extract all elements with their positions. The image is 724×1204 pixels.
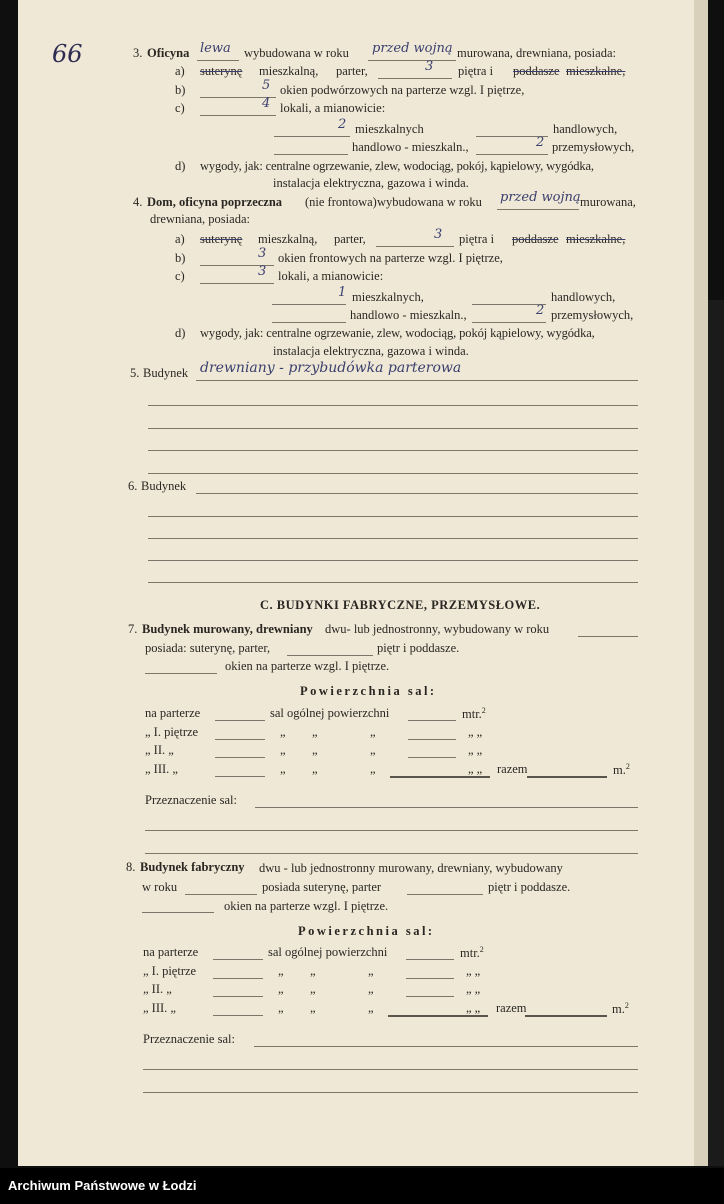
item5-title: Budynek [143,366,189,380]
item4-c-handlowych: handlowych, [551,290,616,304]
item7-label: 7. [128,622,138,636]
item3-c-text: lokali, a mianowicie: [280,101,386,115]
item3-c-mieszk-line [274,136,350,137]
item7-row2-line2 [408,757,456,758]
item7-row3-ditto1: „ [280,762,286,776]
item8-line2b: posiada suterynę, parter [262,880,382,894]
item7-row2-ditto1: „ [280,743,286,757]
item3-title: Oficyna [147,46,190,60]
document-page [18,0,694,1166]
item4-c-handwritten: 3 [258,264,267,279]
item3-a-line [378,78,452,79]
item8-okien-line [142,912,214,913]
item8-row2-ditto3: „ [368,982,374,996]
item4-label: 4. [133,195,143,209]
item4-b-handwritten: 3 [258,246,267,261]
item7-purpose: Przeznaczenie sal: [145,793,237,807]
item8-row2-ditto4: „ „ [466,982,481,996]
page-number: 66 [52,40,83,68]
item4-c-handlowo: handlowo - mieszkaln., [350,308,467,322]
item3-d-label: d) [175,159,186,173]
item8-line1: dwu - lub jednostronny murowany, drewniany, wybudowany [259,861,563,875]
item3-b-handwritten: 5 [262,78,271,93]
item6-line-1 [196,493,638,494]
item7-row2-line1 [215,757,265,758]
archive-footer [0,1168,724,1204]
item7-row3-ditto3: „ [370,762,376,776]
item4-b-text: okien frontowych na parterze wzgl. I piętrze, [278,251,503,265]
item7-title: Budynek murowany, drewniany [142,622,313,636]
item7-razem-line [527,776,607,778]
item8-row1-ditto3: „ [368,964,374,978]
item8-row2-label: „ II. „ [143,982,172,996]
item7-row0-line2 [408,720,456,721]
item8-line2: w roku [142,880,178,894]
item6-line-5 [148,582,638,583]
item7-row3-label: „ III. „ [145,762,178,776]
item5-line-2 [148,405,638,406]
item8-row0-line1 [213,959,263,960]
item6-line-2 [148,516,638,517]
item8-line2c: piętr i poddasze. [488,880,571,894]
item5-line-5 [148,473,638,474]
item7-row1-line1 [215,739,265,740]
item7-line1: dwu- lub jednostronny, wybudowany w roku [325,622,550,636]
item3-materials: murowana, drewniana, posiada: [457,46,616,60]
item3-d-text2: instalacja elektryczna, gazowa i winda. [273,176,469,190]
archive-label: Archiwum Państwowe w Łodzi [8,1178,197,1193]
item8-row1-ditto2: „ [310,964,316,978]
item3-c-handlowo-line [274,154,348,155]
item8-row1-ditto4: „ „ [466,964,481,978]
item3-built-text: wybudowana w roku [244,46,349,60]
item3-a-mieszkalne: mieszkalne, [566,64,626,78]
item4-year-line [497,209,579,210]
item8-row2-line2 [406,996,454,997]
item4-c-label: c) [175,269,185,283]
item8-razem-unit: m.$^2$ [612,1001,629,1017]
item5-line-4 [148,450,638,451]
item3-b-label: b) [175,83,186,97]
item4-c-mieszk-line [272,304,346,305]
item4-paren: (nie frontowa) [305,195,377,209]
item6-line-4 [148,560,638,561]
item7-razem: razem [497,762,528,776]
item4-a-label: a) [175,232,185,246]
item3-c-handlowych: handlowych, [553,122,618,136]
item5-line-1 [196,380,638,381]
item8-row0-unit: mtr.$^2$ [460,945,484,961]
section-c-title: C. BUDYNKI FABRYCZNE, PRZEMYSŁOWE. [260,598,541,612]
item3-c-line [200,115,276,116]
item8-label: 8. [126,860,136,874]
item3-side-handwritten: lewa [200,41,231,56]
item3-year-line [368,60,456,61]
item7-row0-label: na parterze [145,706,201,720]
item4-year-handwritten: przed wojną [500,190,581,205]
item4-c-przem-line [472,322,546,323]
item3-label: 3. [133,46,143,60]
item4-c-przem-handwritten: 2 [536,303,545,318]
item3-c-przem-handwritten: 2 [536,135,545,150]
item7-row3-line1 [215,776,265,777]
item7-row1-label: „ I. piętrze [145,725,199,739]
item7-row1-line2 [408,739,456,740]
item4-c-przemyslowych: przemysłowych, [551,308,634,322]
item7-purpose-line-2 [145,830,638,831]
item8-row0-label: na parterze [143,945,199,959]
item4-a-mieszkalne: mieszkalne, [566,232,626,246]
item8-year-line [185,894,257,895]
item3-c-przemyslowych: przemysłowych, [552,140,635,154]
item8-row3-ditto3: „ [368,1001,374,1015]
item7-row2-ditto2: „ [312,743,318,757]
item7-year-line [578,636,638,637]
item8-razem-line [525,1015,607,1017]
item3-c-label: c) [175,101,185,115]
item3-a-parter: parter, [336,64,368,78]
item5-line-3 [148,428,638,429]
item8-row1-line1 [213,978,263,979]
item7-row0-line1 [215,720,265,721]
item8-line3: okien na parterze wzgl. I piętrze. [224,899,389,913]
item3-a-pietra: piętra i [458,64,494,78]
item3-d-text1: wygody, jak: centralne ogrzewanie, zlew, wodociąg, pokój, kąpielowy, wygódka, [200,159,594,173]
item8-row2-line1 [213,996,263,997]
item4-a-pietra: piętra i [459,232,495,246]
item8-row0-mid: sal ogólnej powierzchni [268,945,388,959]
item3-a-label: a) [175,64,185,78]
item4-a-mieszkalna: mieszkalną, [258,232,318,246]
item3-c-handlowo: handlowo - mieszkaln., [352,140,469,154]
item4-c-line [200,283,274,284]
item4-d-text2: instalacja elektryczna, gazowa i winda. [273,344,469,358]
item7-okien-line [145,673,217,674]
item7-row3-ditto2: „ [312,762,318,776]
item3-c-mieszkalnych: mieszkalnych [355,122,424,136]
item8-row3-ditto4: „ „ [466,1001,481,1015]
item7-row1-ditto3: „ [370,725,376,739]
item8-row3-label: „ III. „ [143,1001,176,1015]
item7-row1-ditto4: „ „ [468,725,483,739]
item8-row1-label: „ I. piętrze [143,964,197,978]
item8-purpose-line-1 [254,1046,638,1047]
item7-line2b: piętr i poddasze. [377,641,460,655]
item6-title: Budynek [141,479,187,493]
item4-line2: drewniana, posiada: [150,212,250,226]
item7-row3-ditto4: „ „ [468,762,483,776]
item7-row0-mid: sal ogólnej powierzchni [270,706,390,720]
item3-b-text: okien podwórzowych na parterze wzgl. I piętrze, [280,83,525,97]
item8-row1-ditto1: „ [278,964,284,978]
item7-line2: posiada: suterynę, parter, [145,641,271,655]
item3-a-suteryne: suterynę [200,64,243,78]
item4-a-poddasze: poddasze [512,232,559,246]
item8-row3-line1 [213,1015,263,1016]
item8-row1-line2 [406,978,454,979]
item4-a-handwritten: 3 [434,227,443,242]
item8-row2-ditto1: „ [278,982,284,996]
item8-row3-ditto1: „ [278,1001,284,1015]
item4-c-mieszk-handwritten: 1 [338,285,347,300]
item7-razem-unit: m.$^2$ [613,762,630,778]
item7-line3: okien na parterze wzgl. I piętrze. [225,659,390,673]
item7-parter-line [287,655,373,656]
item8-purpose-line-2 [143,1069,638,1070]
item4-c-handlowo-line [272,322,346,323]
item8-title: Budynek fabryczny [140,860,245,874]
item7-row2-ditto3: „ [370,743,376,757]
item7-row2-ditto4: „ „ [468,743,483,757]
item8-purpose-line-3 [143,1092,638,1093]
item4-c-mieszkalnych: mieszkalnych, [352,290,424,304]
scan-border [708,300,724,1166]
item4-b-label: b) [175,251,186,265]
item6-line-3 [148,538,638,539]
item4-title: Dom, oficyna poprzeczna [147,195,283,209]
item4-d-text1: wygody, jak: centralne ogrzewanie, zlew, wodociąg, pokój kąpielowy, wygódka, [200,326,595,340]
item4-c-text: lokali, a mianowicie: [278,269,384,283]
item3-c-mieszk-handwritten: 2 [338,117,347,132]
item7-row2-label: „ II. „ [145,743,174,757]
item3-c-handwritten: 4 [262,96,271,111]
item4-c-handl-line [472,304,546,305]
item8-row3-ditto2: „ [310,1001,316,1015]
item6-label: 6. [128,479,138,493]
item4-built-text: wybudowana w roku [377,195,482,209]
item8-row0-line2 [406,959,454,960]
item4-d-label: d) [175,326,186,340]
page-edge [694,0,708,1166]
item3-year-handwritten: przed wojną [372,41,453,56]
item4-a-line [376,246,454,247]
item7-surface-title: Powierzchnia sal: [300,684,437,698]
item7-row1-ditto1: „ [280,725,286,739]
item3-side-line [197,60,239,61]
item8-razem: razem [496,1001,527,1015]
item7-purpose-line-1 [255,807,638,808]
item8-surface-title: Powierzchnia sal: [298,924,435,938]
item8-row2-ditto2: „ [310,982,316,996]
item3-a-handwritten: 3 [425,59,434,74]
item7-purpose-line-3 [145,853,638,854]
item4-a-suteryne: suterynę [200,232,243,246]
item4-a-parter: parter, [334,232,366,246]
item7-row1-ditto2: „ [312,725,318,739]
item5-label: 5. [130,366,140,380]
item3-a-mieszkalna: mieszkalną, [259,64,319,78]
item7-row0-unit: mtr.$^2$ [462,706,486,722]
item3-a-poddasze: poddasze [513,64,560,78]
item4-murowana: murowana, [580,195,636,209]
item3-c-przem-line [476,154,548,155]
item8-purpose: Przeznaczenie sal: [143,1032,235,1046]
item5-handwritten: drewniany - przybudówka parterowa [200,360,462,376]
item8-parter-line [407,894,483,895]
